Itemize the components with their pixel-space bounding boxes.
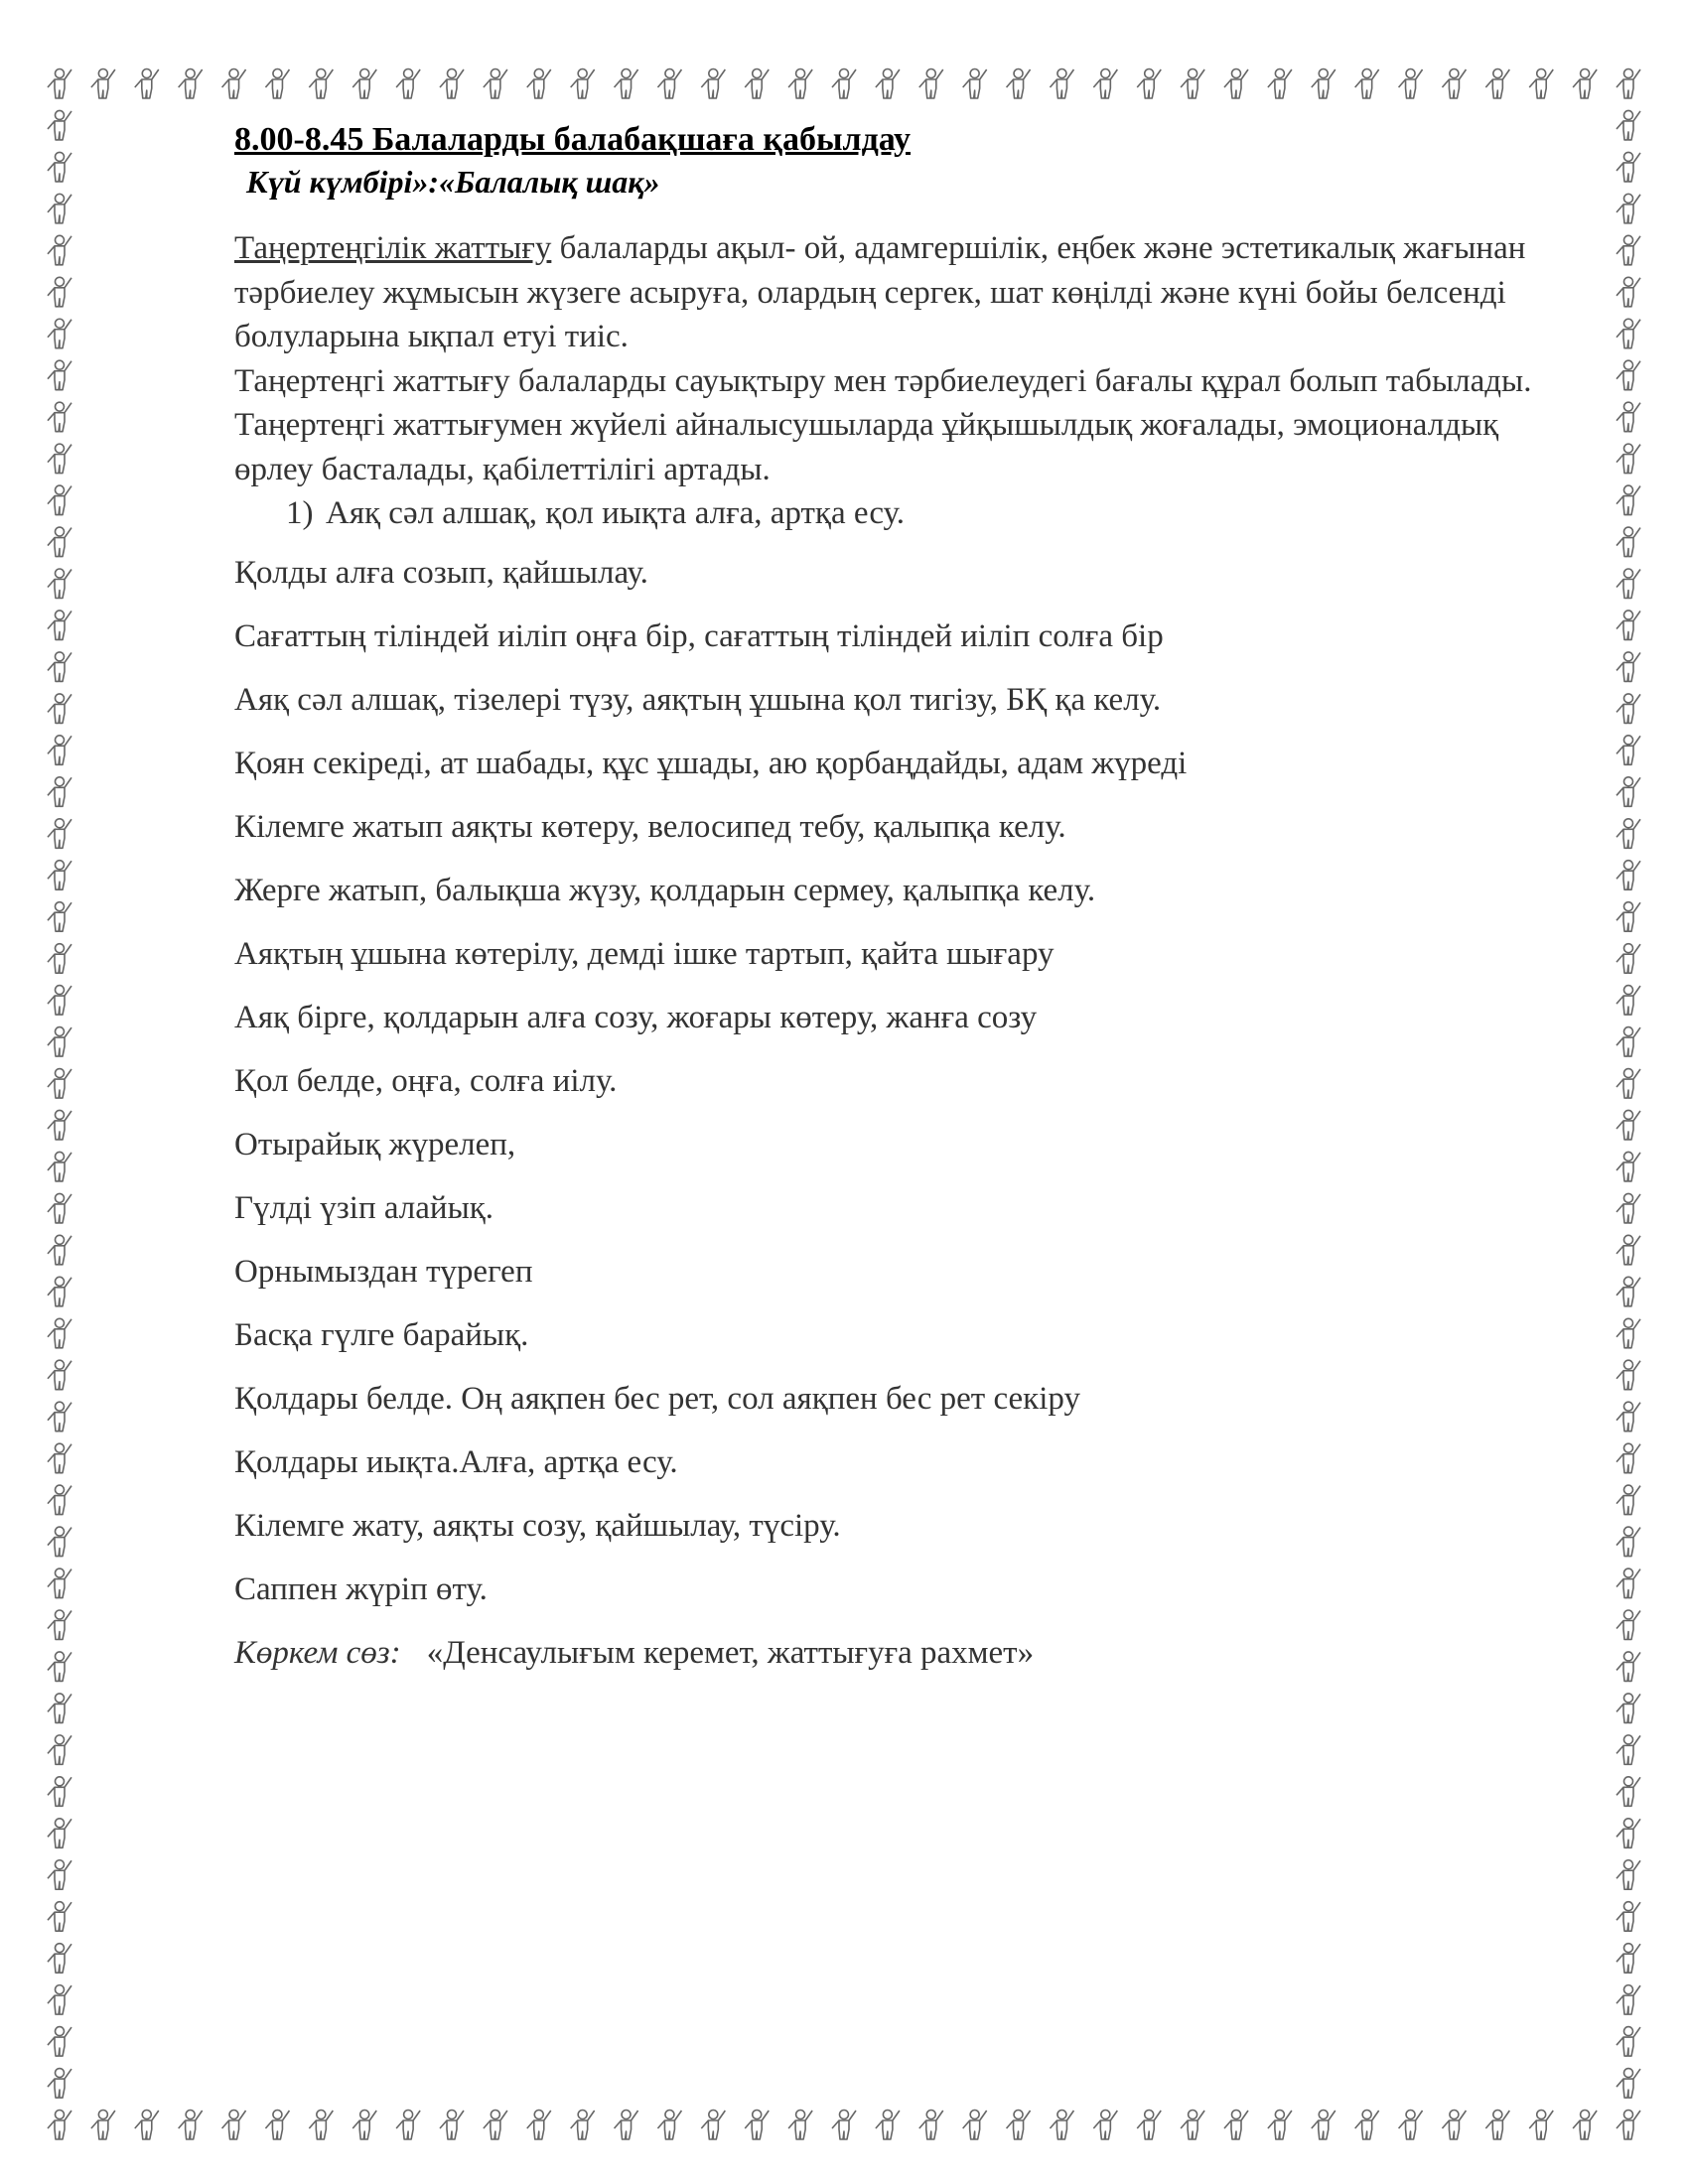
child-figure-icon [1617, 527, 1640, 557]
exercise-line: Саппен жүріп өту. [234, 1571, 488, 1607]
exercise-line: Сағаттың тіліндей иіліп оңға бір, сағаттың тіліндей иіліп солға бір [234, 618, 1164, 654]
child-figure-icon [1617, 777, 1640, 807]
child-figure-icon [657, 2111, 681, 2140]
child-figure-icon [440, 69, 464, 99]
exercise-line: Қолдары иықта.Алға, артқа есу. [234, 1444, 678, 1480]
child-figure-icon [48, 652, 71, 682]
child-figure-icon [745, 2111, 769, 2140]
child-figure-icon [48, 402, 71, 432]
intro-paragraph-2: Таңертеңгі жаттығу балаларды сауықтыру мен тәрбиелеудегі бағалы құрал болып табылады. Таңертеңгі жаттығумен жүйелі айналысушыларда ұйқышылдық жоғалады, эмоционалдық өрлеу басталады, қабілеттілігі артады. [234, 362, 1532, 487]
child-figure-icon [222, 2111, 246, 2140]
child-figure-icon [484, 69, 507, 99]
child-figure-icon [1617, 1318, 1640, 1348]
child-figure-icon [1617, 152, 1640, 182]
child-figure-icon [48, 986, 71, 1016]
child-figure-icon [1573, 69, 1597, 99]
child-figure-icon [48, 1860, 71, 1890]
child-figure-icon [615, 2111, 638, 2140]
child-figure-icon [1007, 2111, 1031, 2140]
child-figure-icon [1529, 2111, 1553, 2140]
child-figure-icon [48, 1069, 71, 1099]
poem-line: Орнымыздан түрегеп [234, 1254, 533, 1290]
child-figure-icon [48, 527, 71, 557]
child-figure-icon [1617, 1402, 1640, 1432]
child-figure-icon [48, 777, 71, 807]
child-figure-icon [48, 2111, 71, 2140]
child-figure-icon [1617, 485, 1640, 514]
child-figure-icon [135, 2111, 159, 2140]
exercise-line: Кілемге жатып аяқты көтеру, велосипед тебу, қалыпқа келу. [234, 809, 1066, 845]
child-figure-icon [222, 69, 246, 99]
child-figure-icon [1399, 2111, 1423, 2140]
child-figure-icon [48, 1485, 71, 1515]
child-figure-icon [1617, 69, 1640, 99]
child-figure-icon [1617, 1652, 1640, 1682]
child-figure-icon [48, 1735, 71, 1765]
child-figure-icon [1617, 1735, 1640, 1765]
child-figure-icon [1617, 1027, 1640, 1057]
child-figure-icon [1093, 2111, 1117, 2140]
child-figure-icon [48, 444, 71, 474]
child-figure-icon [91, 2111, 115, 2140]
child-figure-icon [1617, 1860, 1640, 1890]
closing-label: Көркем сөз: [234, 1635, 401, 1671]
child-figure-icon [1617, 1110, 1640, 1140]
child-figure-icon [396, 69, 420, 99]
child-figure-icon [919, 69, 943, 99]
child-figure-icon [48, 1652, 71, 1682]
numbered-item-text: Аяқ сәл алшақ, қол иықта алға, артқа есу. [326, 495, 905, 531]
child-figure-icon [48, 1819, 71, 1848]
child-figure-icon [832, 69, 856, 99]
child-figure-icon [701, 2111, 725, 2140]
child-figure-icon [1485, 2111, 1509, 2140]
child-figure-icon [484, 2111, 507, 2140]
child-figure-icon [1137, 69, 1161, 99]
child-figure-icon [48, 1694, 71, 1723]
numbered-item [234, 491, 1565, 535]
child-figure-icon [1617, 611, 1640, 640]
child-figure-icon [1617, 277, 1640, 307]
child-figure-icon [48, 110, 71, 140]
child-figure-icon [919, 2111, 943, 2140]
exercise-line: Қол белде, оңға, солға иілу. [234, 1063, 618, 1099]
child-figure-icon [48, 1569, 71, 1598]
child-figure-icon [48, 694, 71, 724]
child-figure-icon [1224, 69, 1248, 99]
child-figure-icon [1617, 1360, 1640, 1390]
child-figure-icon [963, 2111, 987, 2140]
page-title: 8.00-8.45 Балаларды балабақшаға қабылдау [234, 121, 912, 158]
child-figure-icon [440, 2111, 464, 2140]
child-figure-icon [48, 1902, 71, 1932]
child-figure-icon [48, 360, 71, 390]
child-figure-icon [832, 2111, 856, 2140]
child-figure-icon [48, 485, 71, 514]
child-figure-icon [1617, 1152, 1640, 1181]
child-figure-icon [1617, 1777, 1640, 1807]
child-figure-icon [48, 861, 71, 890]
child-figure-icon [1485, 69, 1509, 99]
child-figure-icon [1617, 1944, 1640, 1974]
intro-text-1: балаларды ақыл- ой, адамгершілік, еңбек және эстетикалық жағынан тәрбиелеу жұмысын жүзеге асыруға, олардың сергек, шат көңілді және күні бойы белсенді болуларына ықпал етуі тиіс. [234, 230, 1526, 354]
child-figure-icon [1617, 1277, 1640, 1306]
child-figure-icon [179, 69, 203, 99]
child-figure-icon [1617, 944, 1640, 974]
child-figure-icon [527, 2111, 551, 2140]
child-figure-icon [265, 69, 289, 99]
child-figure-icon [48, 152, 71, 182]
child-figure-icon [1617, 736, 1640, 765]
child-figure-icon [1617, 194, 1640, 223]
child-figure-icon [48, 569, 71, 599]
child-figure-icon [1617, 1985, 1640, 2015]
child-figure-icon [1617, 1193, 1640, 1223]
child-figure-icon [1617, 1069, 1640, 1099]
child-figure-icon [571, 69, 595, 99]
child-figure-icon [48, 1027, 71, 1057]
child-figure-icon [48, 1360, 71, 1390]
child-figure-icon [1617, 1610, 1640, 1640]
child-figure-icon [1442, 69, 1466, 99]
child-figure-icon [48, 1777, 71, 1807]
child-figure-icon [1268, 69, 1292, 99]
numbered-item-number: 1) [286, 495, 314, 531]
child-figure-icon [1312, 2111, 1336, 2140]
child-figure-icon [745, 69, 769, 99]
child-figure-icon [48, 1193, 71, 1223]
child-figure-icon [48, 1443, 71, 1473]
child-figure-icon [1617, 1235, 1640, 1265]
child-figure-icon [657, 69, 681, 99]
child-figure-icon [1617, 1819, 1640, 1848]
child-figure-icon [135, 69, 159, 99]
page-content [234, 119, 1565, 1675]
child-figure-icon [48, 1527, 71, 1557]
child-figure-icon [309, 2111, 333, 2140]
exercise-line: Аяқ бірге, қолдарын алға созу, жоғары көтеру, жанға созу [234, 1000, 1038, 1035]
closing-quote: «Денсаулығым керемет, жаттығуға рахмет» [426, 1635, 1035, 1671]
child-figure-icon [352, 2111, 376, 2140]
child-figure-icon [1617, 819, 1640, 849]
child-figure-icon [48, 1152, 71, 1181]
child-figure-icon [1181, 69, 1204, 99]
child-figure-icon [1007, 69, 1031, 99]
child-figure-icon [91, 69, 115, 99]
child-figure-icon [1617, 1569, 1640, 1598]
child-figure-icon [1617, 1443, 1640, 1473]
child-figure-icon [1617, 2069, 1640, 2099]
child-figure-icon [1617, 569, 1640, 599]
child-figure-icon [48, 736, 71, 765]
child-figure-icon [571, 2111, 595, 2140]
child-figure-icon [1617, 110, 1640, 140]
exercise-line: Аяқ сәл алшақ, тізелері түзу, аяқтың ұшына қол тигізу, БҚ қа келу. [234, 682, 1162, 718]
exercise-line: Қолдары белде. Оң аяқпен бес рет, сол аяқпен бес рет секіру [234, 1381, 1080, 1417]
child-figure-icon [48, 1235, 71, 1265]
child-figure-icon [1529, 69, 1553, 99]
child-figure-icon [1617, 652, 1640, 682]
child-figure-icon [1399, 69, 1423, 99]
child-figure-icon [1617, 444, 1640, 474]
exercise-line: Қоян секіреді, ат шабады, құс ұшады, аю қорбаңдайды, адам жүреді [234, 746, 1188, 781]
child-figure-icon [309, 69, 333, 99]
child-figure-icon [1312, 69, 1336, 99]
child-figure-icon [352, 69, 376, 99]
exercise-line: Кілемге жату, аяқты созу, қайшылау, түсіру. [234, 1508, 841, 1544]
child-figure-icon [48, 235, 71, 265]
child-figure-icon [788, 69, 812, 99]
child-figure-icon [1617, 1694, 1640, 1723]
child-figure-icon [48, 611, 71, 640]
page-subtitle: Күй күмбірі»:«Балалық шақ» [246, 164, 660, 200]
intro-paragraph [234, 226, 1565, 359]
child-figure-icon [527, 69, 551, 99]
closing-line [234, 1631, 1565, 1675]
child-figure-icon [48, 1944, 71, 1974]
child-figure-icon [701, 69, 725, 99]
child-figure-icon [1268, 2111, 1292, 2140]
exercise-line: Аяқтың ұшына көтерілу, демді ішке тартып, қайта шығару [234, 936, 1055, 972]
child-figure-icon [1355, 69, 1379, 99]
child-figure-icon [1617, 1485, 1640, 1515]
child-figure-icon [1617, 861, 1640, 890]
child-figure-icon [876, 2111, 900, 2140]
child-figure-icon [48, 1402, 71, 1432]
child-figure-icon [1224, 2111, 1248, 2140]
child-figure-icon [179, 2111, 203, 2140]
child-figure-icon [48, 944, 71, 974]
child-figure-icon [48, 1318, 71, 1348]
poem-line: Басқа гүлге барайық. [234, 1317, 529, 1353]
child-figure-icon [1050, 69, 1073, 99]
child-figure-icon [48, 1985, 71, 2015]
child-figure-icon [48, 1610, 71, 1640]
child-figure-icon [1617, 694, 1640, 724]
child-figure-icon [1617, 2111, 1640, 2140]
child-figure-icon [48, 1110, 71, 1140]
child-figure-icon [48, 1277, 71, 1306]
child-figure-icon [1573, 2111, 1597, 2140]
child-figure-icon [963, 69, 987, 99]
child-figure-icon [1617, 902, 1640, 932]
child-figure-icon [48, 2069, 71, 2099]
child-figure-icon [1617, 1902, 1640, 1932]
child-figure-icon [48, 277, 71, 307]
exercise-line: Қолды алға созып, қайшылау. [234, 555, 648, 591]
child-figure-icon [48, 902, 71, 932]
child-figure-icon [615, 69, 638, 99]
child-figure-icon [48, 2027, 71, 2057]
exercise-line: Жерге жатып, балықша жүзу, қолдарын сермеу, қалыпқа келу. [234, 873, 1096, 908]
child-figure-icon [1617, 402, 1640, 432]
child-figure-icon [1617, 986, 1640, 1016]
child-figure-icon [1617, 235, 1640, 265]
child-figure-icon [1617, 360, 1640, 390]
child-figure-icon [48, 319, 71, 348]
child-figure-icon [1617, 2027, 1640, 2057]
child-figure-icon [396, 2111, 420, 2140]
child-figure-icon [1093, 69, 1117, 99]
child-figure-icon [1617, 319, 1640, 348]
child-figure-icon [788, 2111, 812, 2140]
child-figure-icon [265, 2111, 289, 2140]
poem-line: Отырайық жүрелеп, [234, 1127, 516, 1162]
child-figure-icon [48, 69, 71, 99]
child-figure-icon [48, 819, 71, 849]
child-figure-icon [1181, 2111, 1204, 2140]
child-figure-icon [1355, 2111, 1379, 2140]
child-figure-icon [876, 69, 900, 99]
intro-underlined-term: Таңертеңгілік жаттығу [234, 230, 552, 266]
child-figure-icon [48, 194, 71, 223]
child-figure-icon [1442, 2111, 1466, 2140]
child-figure-icon [1617, 1527, 1640, 1557]
poem-line: Гүлді үзіп алайық. [234, 1190, 494, 1226]
child-figure-icon [1137, 2111, 1161, 2140]
child-figure-icon [1050, 2111, 1073, 2140]
